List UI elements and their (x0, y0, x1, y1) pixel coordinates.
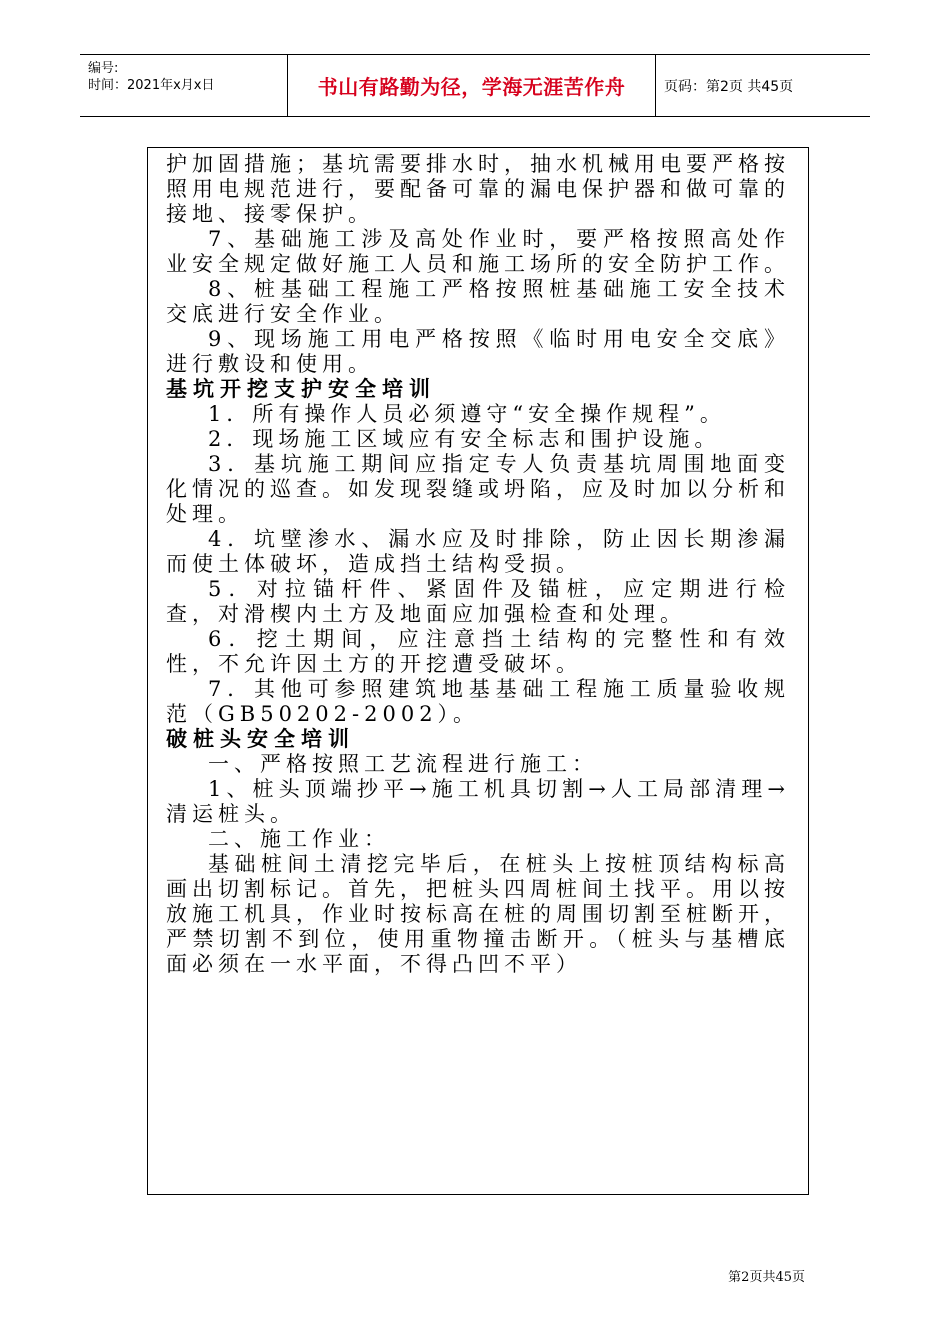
paragraph: 一、严格按照工艺流程进行施工： (208, 752, 598, 776)
page-header (80, 54, 870, 117)
header-meta (88, 60, 288, 94)
paragraph: 3．基坑施工期间应指定专人负责基坑周围地面变化情况的巡查。如发现裂缝或坍陷，应及时加以分析和处理。 (166, 452, 790, 526)
section-heading: 基坑开挖支护安全培训 (166, 377, 436, 401)
paragraph: 5．对拉锚杆件、紧固件及锚桩，应定期进行检查，对滑楔内土方及地面应加强检查和处理。 (166, 577, 790, 626)
paragraph: 6．挖土期间，应注意挡土结构的完整性和有效性，不允许因土方的开挖遭受破坏。 (166, 627, 790, 676)
paragraph: 2．现场施工区域应有安全标志和围护设施。 (208, 427, 721, 451)
paragraph: 1、桩头顶端抄平→施工机具切割→人工局部清理→ 清运桩头。 (166, 777, 790, 826)
header-motto: 书山有路勤为径，学海无涯苦作舟 (317, 75, 626, 99)
paragraph: 基础桩间土清挖完毕后，在桩头上按桩顶结构标高画出切割标记。首先，把桩头四周桩间土找平。用以按放施工机具，作业时按标高在桩的周围切割至桩断开，严禁切割不到位，使用重物撞击断开。（桩头与基槽底面必须在一水平面，不得凸凹不平） (166, 852, 790, 976)
serial-number-label: 编号: (88, 61, 119, 76)
paragraph: 7、基础施工涉及高处作业时，要严格按照高处作业安全规定做好施工人员和施工场所的安全防护工作。 (166, 227, 790, 276)
header-page-info: 页码：第2页 共45页 (664, 78, 794, 95)
paragraph: 护加固措施；基坑需要排水时，抽水机械用电要严格按照用电规范进行，要配备可靠的漏电保护器和做可靠的接地、接零保护。 (166, 152, 790, 226)
page-footer: 第2页共45页 (728, 1270, 805, 1285)
header-divider (655, 55, 656, 116)
paragraph: 二、施工作业： (208, 827, 390, 851)
time-label: 时间：2021年x月x日 (88, 78, 215, 93)
paragraph: 1．所有操作人员必须遵守“安全操作规程”。 (208, 402, 726, 426)
paragraph: 8、桩基础工程施工严格按照桩基础施工安全技术交底进行安全作业。 (166, 277, 790, 326)
paragraph: 4．坑壁渗水、漏水应及时排除，防止因长期渗漏而使土体破坏，造成挡土结构受损。 (166, 527, 790, 576)
content-box (147, 147, 809, 1195)
paragraph: 7．其他可参照建筑地基基础工程施工质量验收规范（GB50202-2002）。 (166, 677, 790, 726)
paragraph: 9、现场施工用电严格按照《临时用电安全交底》进行敷设和使用。 (166, 327, 790, 376)
section-heading: 破桩头安全培训 (166, 727, 355, 751)
document-body (166, 152, 790, 977)
